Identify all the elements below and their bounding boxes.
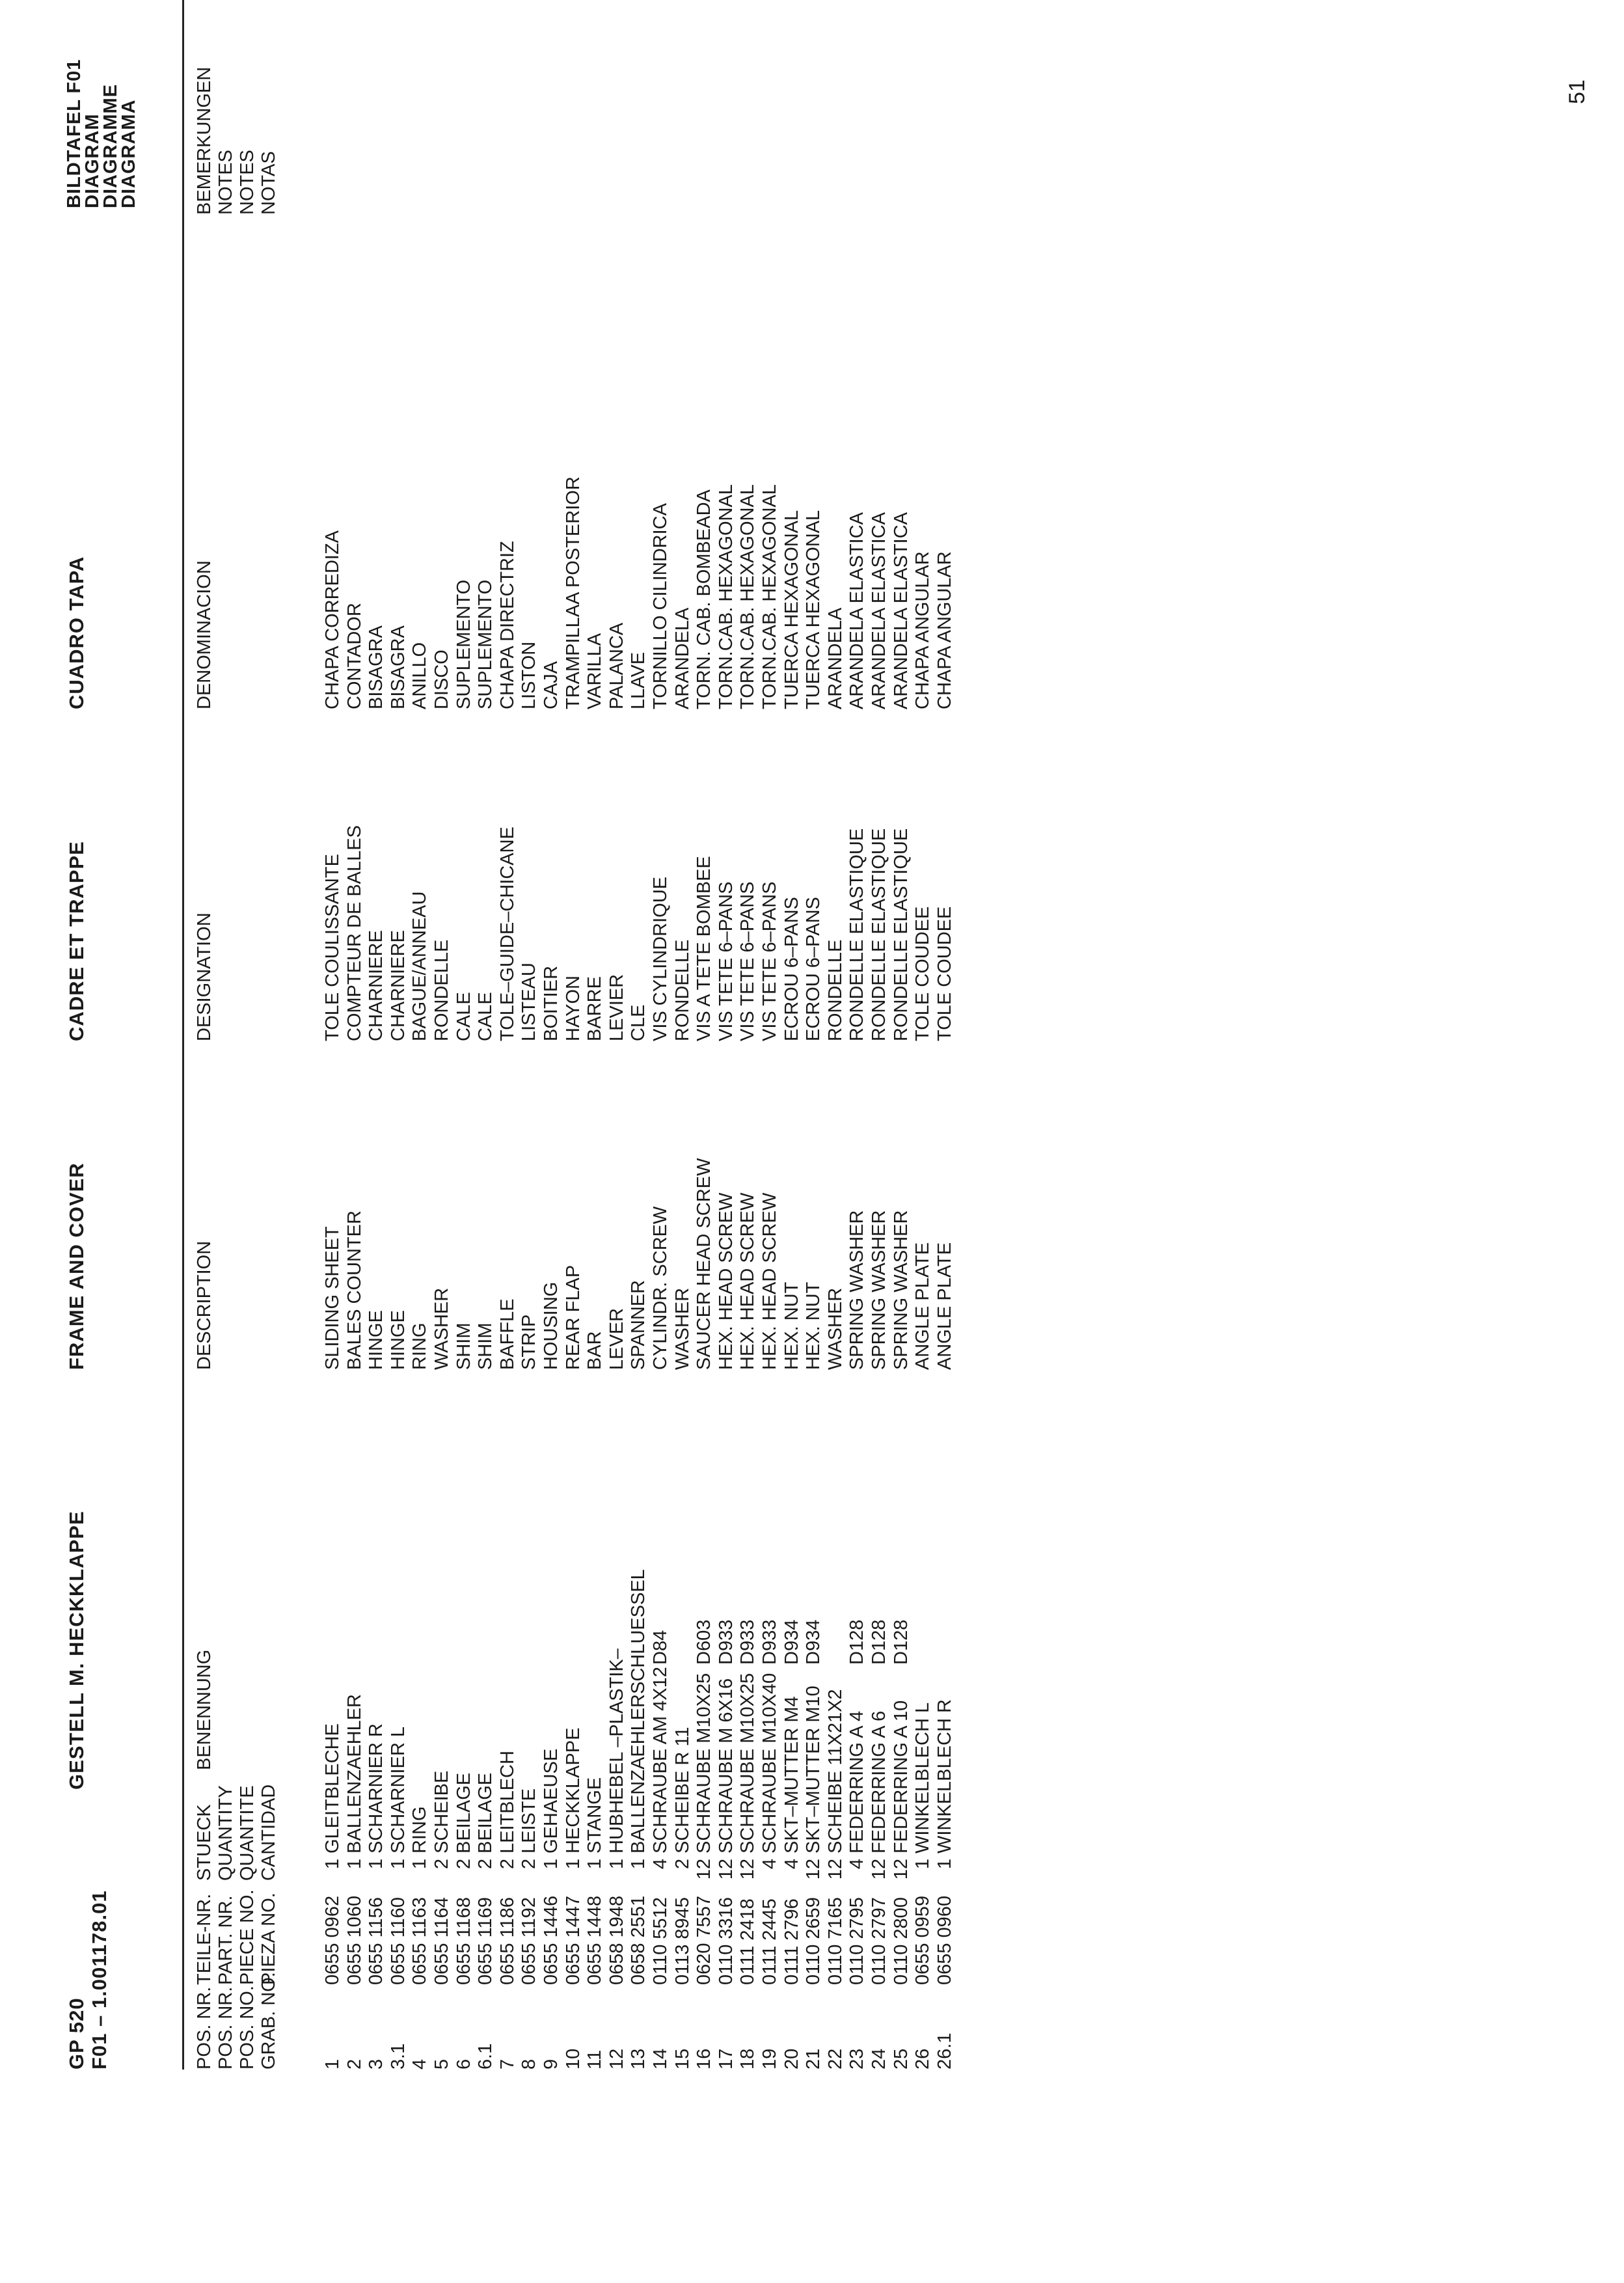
designation-cell: ECROU 6–PANS [781,897,802,1041]
benennung-cell: SCHEIBE R 11 [671,1727,693,1853]
col-header-description: DESCRIPTION [194,1240,215,1370]
part-number-cell: 0655 1060 [344,1895,365,1985]
part-number-cell: 0655 1156 [366,1897,387,1985]
pos-cell: 14 [650,2048,671,2070]
group-title-de: GESTELL M. HECKKLAPPE [65,1511,88,1790]
col-header-qty-es: CANTIDAD [258,1784,279,1881]
quantity-cell: 2 [496,1859,518,1870]
denominacion-cell: CHAPA CORREDIZA [322,530,343,709]
description-cell: HOUSING [541,1281,562,1370]
part-number-cell: 0655 1164 [431,1897,452,1985]
benennung-cell: GLEITBLECHE [322,1723,343,1853]
denominacion-cell: PALANCA [606,622,627,709]
pos-cell: 3.1 [387,2043,409,2070]
pos-cell: 21 [803,2048,824,2070]
quantity-cell: 12 [869,1859,889,1880]
din-code-cell: D128 [846,1619,868,1665]
denominacion-cell: ARANDELA ELASTICA [869,512,889,709]
din-code-cell: D933 [759,1619,780,1665]
din-code-cell: D128 [869,1619,889,1665]
designation-cell: TOLE COUDEE [912,906,934,1041]
pos-cell: 3 [366,2058,387,2070]
pos-cell: 11 [584,2049,606,2070]
quantity-cell: 2 [519,1859,540,1870]
pos-cell: 23 [846,2048,868,2070]
quantity-cell: 12 [715,1859,737,1880]
description-cell: SPRING WASHER [846,1210,868,1370]
pos-cell: 26.1 [934,2032,955,2070]
designation-cell: BARRE [584,976,606,1041]
description-cell: HEX. HEAD SCREW [737,1192,759,1370]
benennung-cell: SCHEIBE [431,1770,452,1853]
part-number-cell: 0655 1192 [519,1897,540,1985]
benennung-cell: FEDERRING A 4 [846,1710,868,1853]
denominacion-cell: BISAGRA [387,625,409,709]
denominacion-cell: TORN. CAB. BOMBEADA [694,489,715,709]
pos-cell: 16 [694,2048,715,2070]
header-rule [182,0,184,2070]
denominacion-cell: CAJA [541,661,562,709]
designation-cell: TOLE COULISSANTE [322,854,343,1041]
denominacion-cell: TRAMPILLAA POSTERIOR [562,476,584,709]
benennung-cell: SCHARNIER R [366,1723,387,1853]
description-cell: CYLINDR. SCREW [650,1206,671,1370]
benennung-cell: SKT–MUTTER M4 [781,1696,802,1853]
benennung-cell: HUBHEBEL –PLASTIK– [606,1648,627,1853]
denominacion-cell: TORN.CAB. HEXAGONAL [715,484,737,709]
designation-cell: VIS TETE 6–PANS [715,881,737,1041]
benennung-cell: SCHRAUBE M10X25 [694,1673,715,1853]
denominacion-cell: VARILLA [584,633,606,709]
quantity-cell: 1 [912,1859,934,1870]
designation-cell: RONDELLE [671,939,693,1041]
designation-cell: RONDELLE [431,939,452,1041]
quantity-cell: 12 [694,1859,715,1880]
part-number-cell: 0111 2418 [737,1898,759,1985]
benennung-cell: SKT–MUTTER M10 [803,1686,824,1853]
designation-cell: RONDELLE [824,939,846,1041]
pos-cell: 25 [890,2048,912,2070]
col-header-pos-de: POS. NR. [194,1986,215,2070]
description-cell: STRIP [519,1314,540,1370]
quantity-cell: 1 [934,1859,955,1870]
col-header-part-fr: PIECE NO. [237,1889,258,1985]
designation-cell: VIS TETE 6–PANS [737,881,759,1041]
model-title: GP 520 [65,1997,88,2070]
quantity-cell: 1 [322,1859,343,1870]
part-number-cell: 0658 2551 [628,1895,649,1985]
description-cell: SPRING WASHER [890,1210,912,1370]
diagram-label-es: DIAGRAMA [118,99,139,208]
designation-cell: LEVIER [606,974,627,1041]
quantity-cell: 4 [846,1859,868,1870]
denominacion-cell: DISCO [431,649,452,709]
description-cell: WASHER [431,1287,452,1370]
description-cell: SPRING WASHER [869,1210,889,1370]
pos-cell: 2 [344,2058,365,2070]
col-header-notes-de: BEMERKUNGEN [194,66,215,215]
quantity-cell: 12 [824,1859,846,1880]
part-number-cell: 0655 0962 [322,1895,343,1985]
designation-cell: RONDELLE ELASTIQUE [890,828,912,1041]
designation-cell: RONDELLE ELASTIQUE [869,828,889,1041]
quantity-cell: 4 [650,1859,671,1870]
pos-cell: 26 [912,2048,934,2070]
designation-cell: TOLE–GUIDE–CHICANE [496,827,518,1041]
description-cell: HEX. NUT [781,1281,802,1370]
group-title-en: FRAME AND COVER [65,1162,88,1370]
diagram-block [65,59,138,208]
quantity-cell: 12 [890,1859,912,1880]
part-number-cell: 0110 2800 [890,1897,912,1985]
quantity-cell: 1 [562,1859,584,1870]
part-number-cell: 0658 1948 [606,1895,627,1985]
denominacion-cell: TUERCA HEXAGONAL [781,510,802,709]
quantity-cell: 2 [431,1859,452,1870]
part-number-cell: 0110 5512 [650,1897,671,1985]
description-cell: HINGE [366,1310,387,1370]
part-number-cell: 0655 1186 [496,1897,518,1985]
benennung-cell: LEISTE [519,1788,540,1853]
denominacion-cell: ARANDELA [824,607,846,709]
col-header-qty [194,1784,280,1881]
benennung-cell: GEHAEUSE [541,1748,562,1853]
denominacion-cell: BISAGRA [366,625,387,709]
part-number-cell: 0655 1448 [584,1895,606,1985]
diagram-label-fr: DIAGRAMME [100,83,121,208]
description-cell: HEX. HEAD SCREW [759,1192,780,1370]
din-code-cell: D934 [781,1619,802,1665]
denominacion-cell: CONTADOR [344,603,365,709]
pos-cell: 9 [541,2058,562,2070]
part-number-cell: 0655 1168 [453,1897,474,1985]
col-header-pos-es: GRAB. NO. [258,1972,279,2070]
part-number-cell: 0655 1169 [475,1897,496,1985]
designation-cell: CALE [453,992,474,1041]
quantity-cell: 1 [387,1859,409,1870]
description-cell: WASHER [824,1287,846,1370]
pos-cell: 7 [496,2058,518,2070]
benennung-cell: BEILAGE [475,1772,496,1853]
description-cell: BAFFLE [496,1298,518,1370]
part-number-cell: 0110 2795 [846,1897,868,1985]
description-cell: WASHER [671,1287,693,1370]
part-number-cell: 0110 2659 [803,1897,824,1985]
benennung-cell: WINKELBLECH L [912,1702,934,1853]
pos-cell: 22 [824,2048,846,2070]
designation-cell: VIS A TETE BOMBEE [694,856,715,1041]
din-code-cell: D933 [715,1619,737,1665]
col-header-notes [194,67,280,215]
col-header-notes-fr: NOTES [237,150,258,215]
col-header-notes-es: NOTAS [258,151,279,215]
description-cell: SAUCER HEAD SCREW [694,1158,715,1370]
page-number: 51 [1565,79,1590,104]
quantity-cell: 1 [628,1859,649,1870]
din-code-cell: D84 [650,1630,671,1665]
group-title-es: CUADRO TAPA [65,556,88,709]
denominacion-cell: LLAVE [628,651,649,709]
description-cell: SHIM [453,1322,474,1370]
benennung-cell: BEILAGE [453,1772,474,1853]
din-code-cell: D603 [694,1619,715,1665]
part-number-cell: 0113 8945 [671,1897,693,1985]
denominacion-cell: LISTON [519,641,540,709]
designation-cell: RONDELLE ELASTIQUE [846,828,868,1041]
col-header-notes-en: NOTES [215,150,236,215]
pos-cell: 13 [628,2048,649,2070]
col-header-qty-de: STUECK [194,1804,215,1881]
description-cell: SPANNER [628,1279,649,1370]
denominacion-cell: TORN.CAB. HEXAGONAL [737,484,759,709]
benennung-cell: LEITBLECH [496,1751,518,1853]
col-header-pos [194,1972,280,2070]
benennung-cell: STANGE [584,1777,606,1853]
quantity-cell: 2 [671,1859,693,1870]
designation-cell: HAYON [562,976,584,1041]
denominacion-cell: ARANDELA ELASTICA [846,512,868,709]
diagram-label-de: BILDTAFEL F01 [64,59,85,208]
denominacion-cell: SUPLEMENTO [475,579,496,709]
col-header-part-en: PART. NR. [215,1895,236,1985]
designation-cell: CLE [628,1004,649,1041]
quantity-cell: 1 [541,1859,562,1870]
col-header-benennung: BENENNUNG [194,1649,215,1770]
quantity-cell: 1 [584,1859,606,1870]
benennung-cell: WINKELBLECH R [934,1699,955,1853]
designation-cell: BAGUE/ANNEAU [409,891,431,1041]
part-number-cell: 0620 7557 [694,1895,715,1985]
col-header-pos-fr: POS. NO. [237,1986,258,2070]
quantity-cell: 1 [344,1859,365,1870]
col-header-qty-fr: QUANTITE [237,1785,258,1881]
quantity-cell: 1 [366,1859,387,1870]
denominacion-cell: CHAPA DIRECTRIZ [496,541,518,709]
col-header-qty-en: QUANTITY [215,1785,236,1881]
quantity-cell: 2 [453,1859,474,1870]
parts-list-sheet [20,33,1590,2245]
pos-cell: 24 [869,2048,889,2070]
din-code-cell: D934 [803,1619,824,1665]
designation-cell: BOITIER [541,965,562,1041]
part-number-cell: 0655 1446 [541,1895,562,1985]
drawing-code: F01 – 1.001178.01 [88,1890,111,2070]
benennung-cell: RING [409,1806,431,1853]
denominacion-cell: TORNILLO CILINDRICA [650,503,671,709]
designation-cell: VIS CYLINDRIQUE [650,877,671,1041]
pos-cell: 4 [409,2058,431,2070]
quantity-cell: 2 [475,1859,496,1870]
description-cell: REAR FLAP [562,1265,584,1370]
col-header-designation: DESIGNATION [194,912,215,1041]
description-cell: BAR [584,1331,606,1370]
benennung-cell: HECKKLAPPE [562,1727,584,1853]
benennung-cell: BALLENZAEHLERSCHLUESSEL [628,1569,649,1853]
denominacion-cell: TUERCA HEXAGONAL [803,510,824,709]
part-number-cell: 0655 0960 [934,1895,955,1985]
description-cell: SHIM [475,1322,496,1370]
col-header-part-de: TEILE-NR. [194,1893,215,1985]
pos-cell: 6.1 [475,2043,496,2070]
description-cell: BALES COUNTER [344,1210,365,1370]
denominacion-cell: SUPLEMENTO [453,579,474,709]
denominacion-cell: CHAPA ANGULAR [934,551,955,709]
pos-cell: 12 [606,2048,627,2070]
benennung-cell: FEDERRING A 10 [890,1700,912,1853]
benennung-cell: SCHRAUBE M 6X16 [715,1678,737,1853]
part-number-cell: 0655 1447 [562,1895,584,1985]
pos-cell: 10 [562,2048,584,2070]
description-cell: ANGLE PLATE [912,1242,934,1370]
description-cell: HEX. NUT [803,1281,824,1370]
description-cell: HEX. HEAD SCREW [715,1192,737,1370]
group-title-fr: CADRE ET TRAPPE [65,841,88,1041]
pos-cell: 18 [737,2048,759,2070]
denominacion-cell: TORN.CAB. HEXAGONAL [759,484,780,709]
pos-cell: 19 [759,2048,780,2070]
part-number-cell: 0655 0959 [912,1895,934,1985]
diagram-label-en: DIAGRAM [82,113,103,208]
benennung-cell: SCHEIBE 11X21X2 [824,1689,846,1853]
quantity-cell: 12 [737,1859,759,1880]
benennung-cell: SCHRAUBE M10X25 [737,1673,759,1853]
pos-cell: 15 [671,2048,693,2070]
description-cell: HINGE [387,1310,409,1370]
designation-cell: VIS TETE 6–PANS [759,881,780,1041]
part-number-cell: 0655 1163 [409,1897,431,1985]
quantity-cell: 1 [409,1859,431,1870]
col-header-part-es: PIEZA NO. [258,1893,279,1985]
din-code-cell: D128 [890,1619,912,1665]
designation-cell: CHARNIERE [366,930,387,1041]
designation-cell: LISTEAU [519,963,540,1041]
denominacion-cell: CHAPA ANGULAR [912,551,934,709]
benennung-cell: SCHARNIER L [387,1727,409,1853]
designation-cell: CALE [475,992,496,1041]
pos-cell: 20 [781,2048,802,2070]
designation-cell: ECROU 6–PANS [803,897,824,1041]
pos-cell: 5 [431,2058,452,2070]
quantity-cell: 1 [606,1859,627,1870]
benennung-cell: SCHRAUBE M10X40 [759,1673,780,1853]
part-number-cell: 0111 2796 [781,1898,802,1985]
benennung-cell: BALLENZAEHLER [344,1694,365,1853]
denominacion-cell: ANILLO [409,642,431,709]
col-header-pos-en: POS. NR. [215,1986,236,2070]
designation-cell: COMPTEUR DE BALLES [344,825,365,1041]
description-cell: SLIDING SHEET [322,1226,343,1370]
description-cell: LEVER [606,1307,627,1370]
quantity-cell: 4 [781,1859,802,1870]
denominacion-cell: ARANDELA ELASTICA [890,512,912,709]
part-number-cell: 0111 2445 [759,1898,780,1985]
pos-cell: 6 [453,2058,474,2070]
pos-cell: 1 [322,2058,343,2070]
benennung-cell: SCHRAUBE AM 4X12 [650,1667,671,1853]
description-cell: RING [409,1322,431,1370]
pos-cell: 8 [519,2058,540,2070]
designation-cell: CHARNIERE [387,930,409,1041]
pos-cell: 17 [715,2048,737,2070]
description-cell: ANGLE PLATE [934,1242,955,1370]
part-number-cell: 0110 7165 [824,1897,846,1985]
col-header-part [194,1889,280,1985]
col-header-denominacion: DENOMINACION [194,560,215,709]
part-number-cell: 0110 3316 [715,1897,737,1985]
quantity-cell: 4 [759,1859,780,1870]
part-number-cell: 0110 2797 [869,1897,889,1985]
part-number-cell: 0655 1160 [387,1897,409,1985]
din-code-cell: D933 [737,1619,759,1665]
benennung-cell: FEDERRING A 6 [869,1710,889,1853]
quantity-cell: 12 [803,1859,824,1880]
denominacion-cell: ARANDELA [671,607,693,709]
designation-cell: TOLE COUDEE [934,906,955,1041]
